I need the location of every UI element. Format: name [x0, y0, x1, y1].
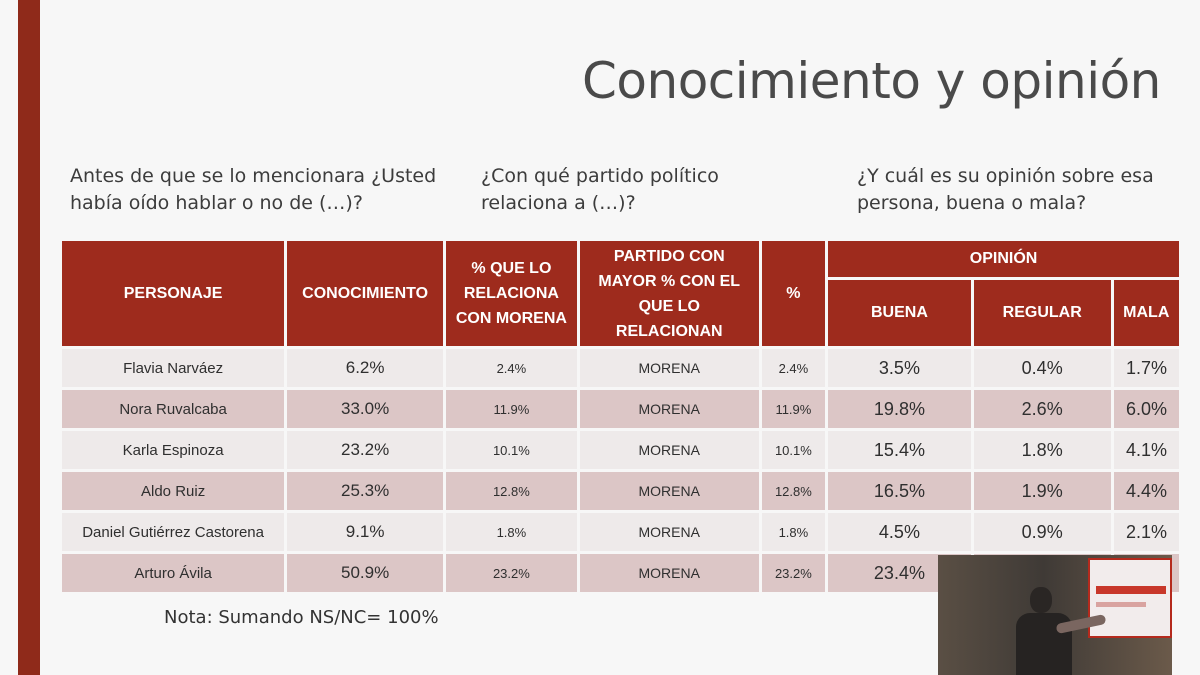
cell-partido: MORENA [580, 431, 759, 472]
cell-partido: MORENA [580, 349, 759, 390]
table-row [62, 513, 1179, 554]
cell-pct-morena: 1.8% [446, 513, 577, 554]
cell-mala: 1.7% [1114, 349, 1179, 390]
cell-name: Karla Espinoza [62, 431, 284, 472]
cell-mala: 6.0% [1114, 390, 1179, 431]
table-row [62, 431, 1179, 472]
cell-partido: MORENA [580, 472, 759, 513]
header-buena: BUENA [828, 280, 971, 349]
header-conocimiento: CONOCIMIENTO [287, 241, 443, 349]
cell-pct-morena: 23.2% [446, 554, 577, 595]
cell-conocimiento: 23.2% [287, 431, 443, 472]
cell-regular: 0.9% [974, 513, 1111, 554]
question-opinion: ¿Y cuál es su opinión sobre esa persona, buena o mala? [857, 165, 1154, 214]
cell-mala: 4.1% [1114, 431, 1179, 472]
left-accent-bar [18, 0, 40, 675]
cell-buena: 23.4% [828, 554, 971, 595]
question-partido: ¿Con qué partido político relaciona a (…)? [481, 165, 719, 214]
header-partido: PARTIDO CON MAYOR % CON EL QUE LO RELACIONAN [580, 241, 759, 349]
header-personaje: PERSONAJE [62, 241, 284, 349]
cell-pct: 1.8% [762, 513, 825, 554]
cell-regular: 2.6% [974, 390, 1111, 431]
video-screen-slide [1088, 558, 1172, 638]
cell-partido: MORENA [580, 390, 759, 431]
header-opinion: OPINIÓN [828, 241, 1179, 280]
cell-name: Aldo Ruiz [62, 472, 284, 513]
cell-pct: 2.4% [762, 349, 825, 390]
cell-pct: 23.2% [762, 554, 825, 595]
cell-regular: 1.8% [974, 431, 1111, 472]
header-pct-morena: % QUE LO RELACIONA CON MORENA [446, 241, 577, 349]
header-pct: % [762, 241, 825, 349]
cell-regular: 0.4% [974, 349, 1111, 390]
cell-buena: 15.4% [828, 431, 971, 472]
cell-conocimiento: 9.1% [287, 513, 443, 554]
cell-buena: 3.5% [828, 349, 971, 390]
cell-pct-morena: 11.9% [446, 390, 577, 431]
cell-pct: 10.1% [762, 431, 825, 472]
table-row [62, 390, 1179, 431]
cell-partido: MORENA [580, 513, 759, 554]
cell-regular: 1.9% [974, 472, 1111, 513]
cell-pct-morena: 2.4% [446, 349, 577, 390]
cell-buena: 19.8% [828, 390, 971, 431]
header-mala: MALA [1114, 280, 1179, 349]
cell-name: Arturo Ávila [62, 554, 284, 595]
results-table [59, 241, 1182, 595]
cell-partido: MORENA [580, 554, 759, 595]
cell-buena: 16.5% [828, 472, 971, 513]
cell-pct-morena: 10.1% [446, 431, 577, 472]
header-regular: REGULAR [974, 280, 1111, 349]
table-row [62, 349, 1179, 390]
presenter-video-overlay [938, 555, 1172, 675]
question-conocimiento: Antes de que se lo mencionara ¿Usted había oído hablar o no de (…)? [70, 165, 437, 214]
cell-name: Flavia Narváez [62, 349, 284, 390]
cell-pct-morena: 12.8% [446, 472, 577, 513]
presenter-head [1030, 587, 1052, 613]
cell-conocimiento: 33.0% [287, 390, 443, 431]
cell-mala: 4.4% [1114, 472, 1179, 513]
page-title: Conocimiento y opinión [582, 52, 1161, 110]
cell-pct: 12.8% [762, 472, 825, 513]
footnote: Nota: Sumando NS/NC= 100% [164, 607, 439, 628]
table-row [62, 472, 1179, 513]
cell-conocimiento: 6.2% [287, 349, 443, 390]
cell-name: Daniel Gutiérrez Castorena [62, 513, 284, 554]
cell-conocimiento: 50.9% [287, 554, 443, 595]
cell-conocimiento: 25.3% [287, 472, 443, 513]
cell-name: Nora Ruvalcaba [62, 390, 284, 431]
cell-buena: 4.5% [828, 513, 971, 554]
cell-mala: 2.1% [1114, 513, 1179, 554]
cell-pct: 11.9% [762, 390, 825, 431]
